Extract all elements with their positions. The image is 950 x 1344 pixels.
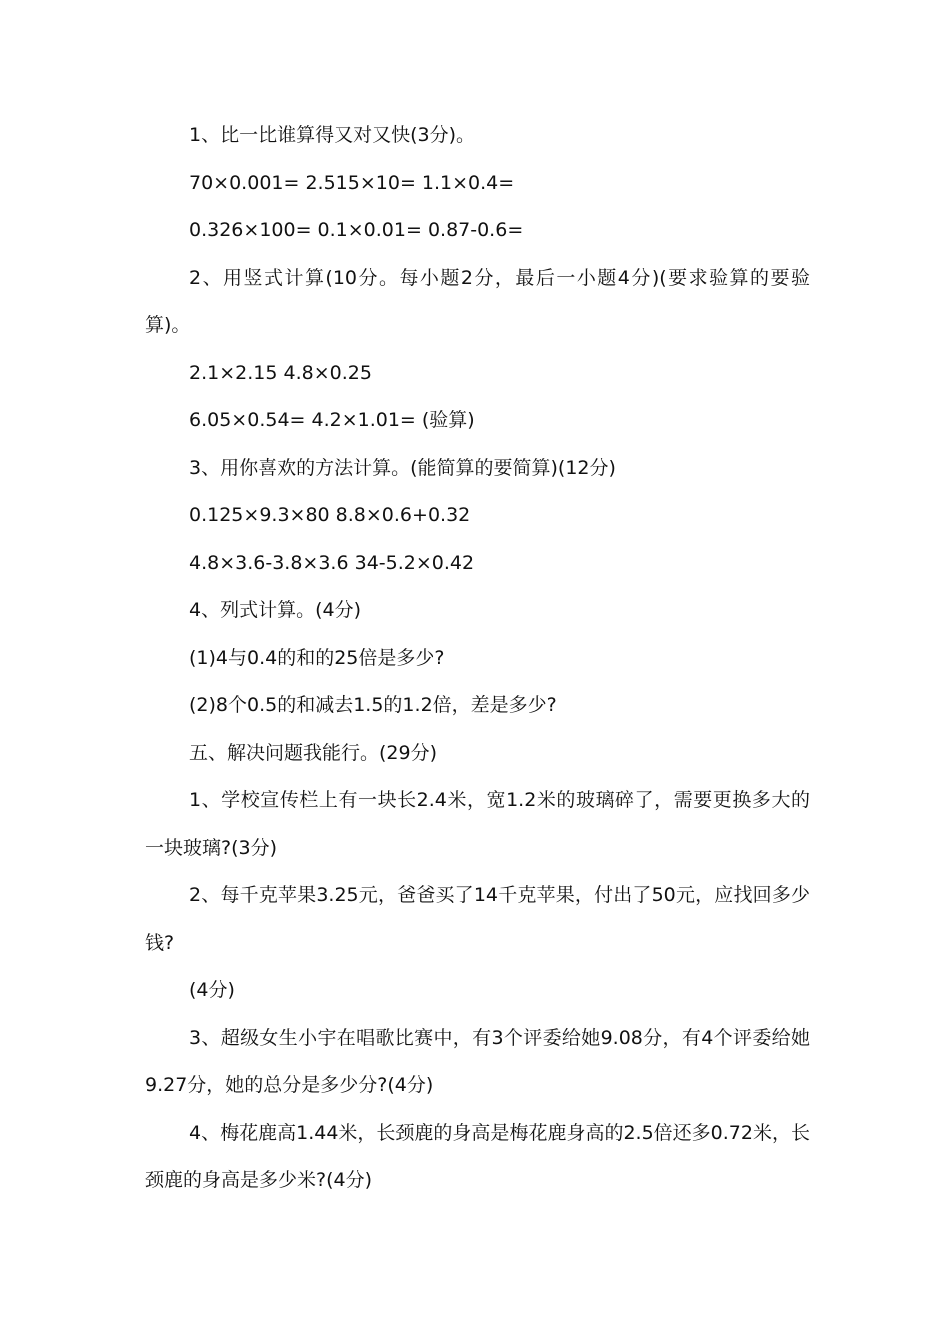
paragraph-problem2-points: (4分) (189, 979, 235, 1001)
paragraph-q1-row1: 70×0.001= 2.515×10= 1.1×0.4= (189, 171, 515, 194)
paragraph-q2-row1: 2.1×2.15 4.8×0.25 (189, 361, 372, 384)
paragraph-problem1: 1、学校宣传栏上有一块长2.4米，宽1.2米的玻璃碎了，需要更换多大的一块玻璃?(3分) (145, 789, 810, 859)
paragraph-q4-item2: (2)8个0.5的和减去1.5的1.2倍，差是多少? (189, 694, 557, 716)
paragraph-q1-row2: 0.326×100= 0.1×0.01= 0.87-0.6= (189, 219, 524, 241)
paragraph-q3-row1: 0.125×9.3×80 8.8×0.6+0.32 (189, 504, 471, 526)
paragraph-q2-row2: 6.05×0.54= 4.2×1.01= (验算) (189, 409, 475, 431)
paragraph-section5-heading: 五、解决问题我能行。(29分) (189, 741, 438, 764)
paragraph-problem3: 3、超级女生小宇在唱歌比赛中，有3个评委给她9.08分，有4个评委给她9.27分，她的总分是多少分?(4分) (145, 1026, 810, 1096)
paragraph-problem2: 2、每千克苹果3.25元，爸爸买了14千克苹果，付出了50元，应找回多少钱? (145, 884, 810, 954)
paragraph-q4-item1: (1)4与0.4的和的25倍是多少? (189, 646, 445, 669)
paragraph-q3-heading: 3、用你喜欢的方法计算。(能简算的要简算)(12分) (189, 456, 616, 479)
paragraph-q3-row2: 4.8×3.6-3.8×3.6 34-5.2×0.42 (189, 551, 475, 574)
paragraph-problem4: 4、梅花鹿高1.44米，长颈鹿的身高是梅花鹿身高的2.5倍还多0.72米，长颈鹿的身高是多少米?(4分) (145, 1121, 810, 1191)
paragraph-q2-heading: 2、用竖式计算(10分。每小题2分，最后一小题4分)(要求验算的要验算)。 (145, 266, 810, 336)
paragraph-q1-heading: 1、比一比谁算得又对又快(3分)。 (189, 124, 476, 146)
document-body (145, 112, 810, 1205)
paragraph-q4-heading: 4、列式计算。(4分) (189, 599, 362, 621)
